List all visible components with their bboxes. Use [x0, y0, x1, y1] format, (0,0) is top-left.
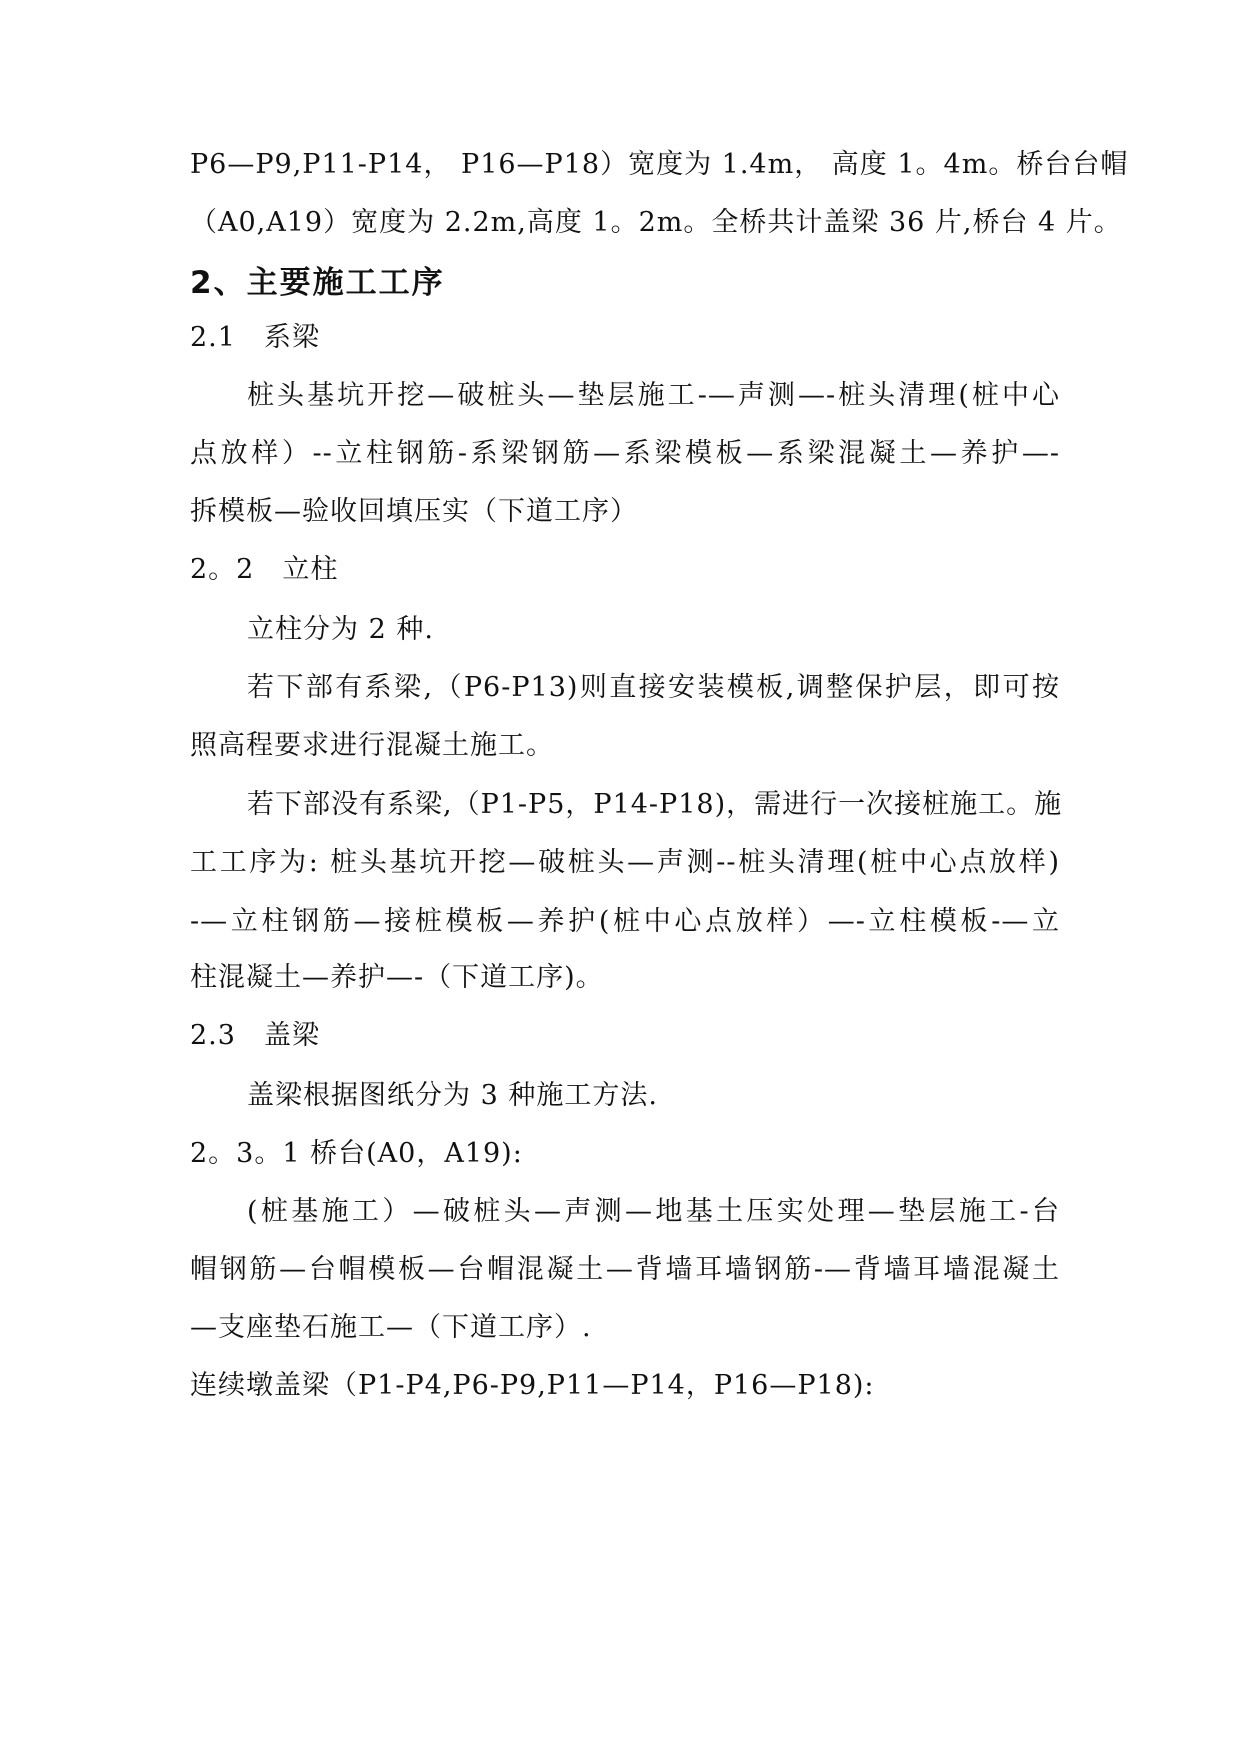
paragraph-line: 拆模板—验收回填压实（下道工序） [190, 496, 638, 527]
paragraph-line: 照高程要求进行混凝土施工。 [190, 730, 554, 761]
subsection-heading: 2.3 盖梁 [190, 1020, 320, 1051]
paragraph-line: (桩基施工）—破桩头—声测—地基土压实处理—垫层施工-台 [247, 1196, 1060, 1227]
subsection-heading: 2。2 立柱 [190, 554, 339, 585]
paragraph-line: 若下部没有系梁,（P1-P5，P14-P18)，需进行一次接桩施工。施 [247, 789, 1063, 820]
subsection-heading: 2.1 系梁 [190, 322, 320, 353]
paragraph-line: 若下部有系梁,（P6-P13)则直接安装模板,调整保护层，即可按 [247, 672, 1060, 703]
subsection-heading: 连续墩盖梁（P1-P4,P6-P9,P11—P14，P16—P18): [190, 1370, 875, 1401]
subsection-heading: 2。3。1 桥台(A0，A19): [190, 1138, 523, 1169]
paragraph-line: 点放样）--立柱钢筋-系梁钢筋—系梁模板—系梁混凝土—养护—- [190, 438, 1060, 469]
section-heading: 2、主要施工工序 [190, 265, 445, 301]
body-text-line: P6—P9,P11-P14， P16—P18）宽度为 1.4m， 高度 1。4m。桥台台帽 [190, 149, 1129, 180]
paragraph-line: 盖梁根据图纸分为 3 种施工方法. [247, 1080, 658, 1111]
paragraph-line: 帽钢筋—台帽模板—台帽混凝土—背墙耳墙钢筋-—背墙耳墙混凝土 [190, 1254, 1060, 1285]
paragraph-line: 工工序为: 桩头基坑开挖—破桩头—声测--桩头清理(桩中心点放样) [190, 847, 1060, 878]
body-text-line: （A0,A19）宽度为 2.2m,高度 1。2m。全桥共计盖梁 36 片,桥台 4 片。 [190, 207, 1122, 238]
paragraph-line: 立柱分为 2 种. [247, 614, 434, 645]
paragraph-line: 柱混凝土—养护—-（下道工序)。 [190, 962, 604, 993]
paragraph-line: -—立柱钢筋—接桩模板—养护(桩中心点放样）—-立柱模板-—立 [190, 906, 1060, 937]
paragraph-line: —支座垫石施工—（下道工序）. [190, 1312, 592, 1343]
paragraph-line: 桩头基坑开挖—破桩头—垫层施工-—声测—-桩头清理(桩中心 [247, 380, 1060, 411]
